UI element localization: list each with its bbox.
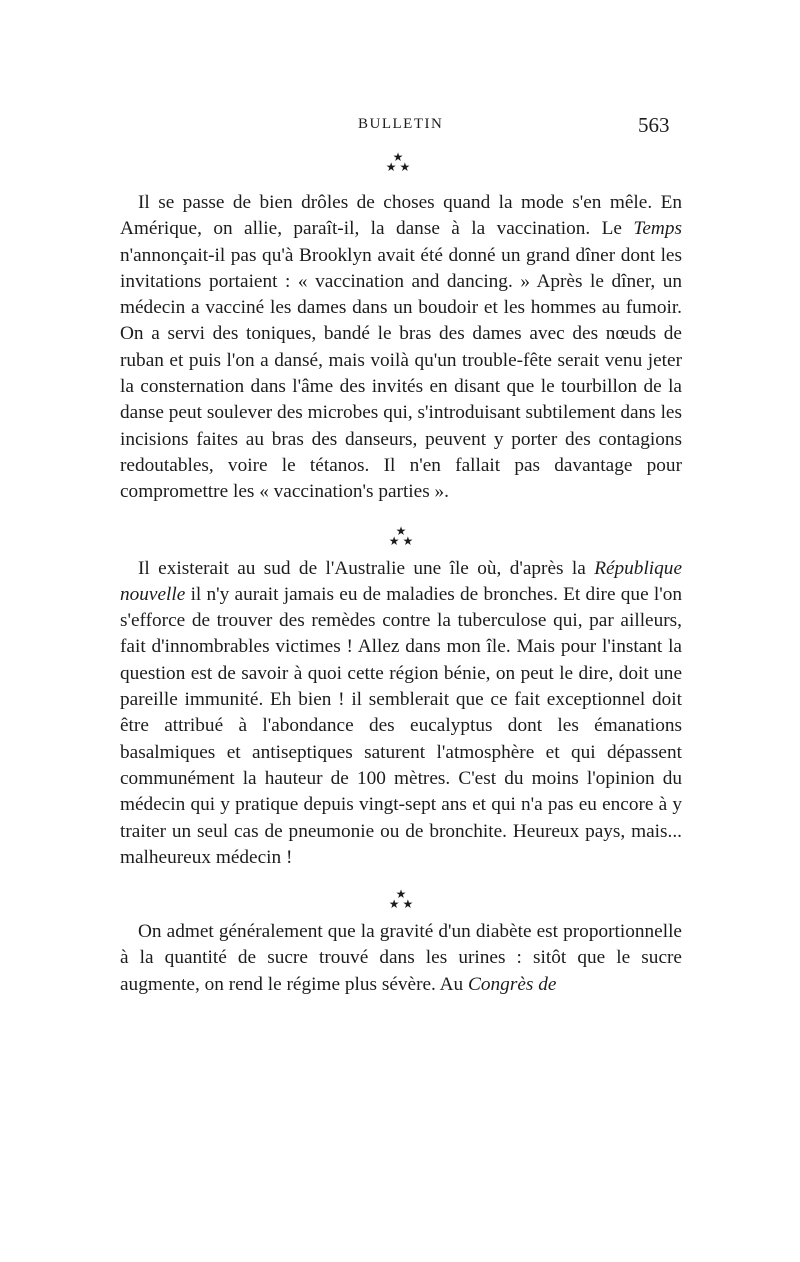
asterism-stars-bottom: ★ ★ (388, 533, 414, 548)
asterism-divider (120, 523, 682, 556)
paragraph-australia-island: Il existerait au sud de l'Australie une île où, d'après la République nouvelle il n'y aurait jamais eu de maladies de bronches. Et dire que l'on s'efforce de trouver des remèdes contre la tuberculose qui, par ailleurs, fait d'innombrables victimes ! Allez dans mon île. Mais pour l'instant la question est de savoir à quoi cette région bénie, on peut le dire, doit une pareille immunité. Eh bien ! il semblerait que ce fait exceptionnel doit être attribué à l'abondance des eucalyptus dont les émanations basalmiques et antiseptiques saturent l'atmosphère et qui dépassent communément la hauteur de 100 mètres. C'est du moins l'opinion du médecin qui y pratique depuis vingt-sept ans et qui n'a pas eu encore à y traiter un seul cas de pneumonie ou de bronchite. Heureux pays, mais... malheureux médecin ! (120, 557, 682, 868)
asterism-stars-bottom: ★ ★ (385, 160, 411, 174)
paragraph-vaccination-dance: Il se passe de bien drôles de choses quand la mode s'en mêle. En Amérique, on allie, paraît-il, la danse à la vaccination. Le Temps n'annonçait-il pas qu'à Brooklyn avait été donné un grand dîner dont les invitations portaient : « vaccination and dancing. » Après le dîner, un médecin a vacciné les dames dans un boudoir et les hommes au fumoir. On a servi des toniques, bandé le bras des dames avec des nœuds de ruban et puis l'on a dansé, mais voilà qu'un trouble-fête serait venu jeter la consternation dans l'âme des invités en disant que le tourbillon de la danse peut soulever des microbes qui, s'introduisant subtilement dans les incisions faites au bras des danseurs, peuvent y porter des contagions redoutables, voire le tétanos. Il n'en fallait pas davantage pour compromettre les « vaccination's parties ». (120, 192, 682, 503)
asterism-star-top: ★ (395, 887, 407, 902)
asterism-divider (120, 889, 682, 919)
body-text (120, 190, 682, 998)
page-header (0, 113, 800, 140)
asterism-stars-bottom: ★ ★ (388, 897, 414, 912)
paragraph-diabetes: On admet généralement que la gravité d'un diabète est proportionnelle à la quantité de sucre trouvé dans les urines : sitôt que le sucre augmente, on rend le régime plus sévère. Au Congrès de (120, 921, 682, 995)
asterism-star-top: ★ (395, 523, 407, 538)
running-head: BULLETIN (358, 116, 444, 132)
asterism-star-top: ★ (392, 150, 404, 164)
page-number: 563 (638, 113, 670, 137)
asterism-divider (384, 152, 412, 180)
